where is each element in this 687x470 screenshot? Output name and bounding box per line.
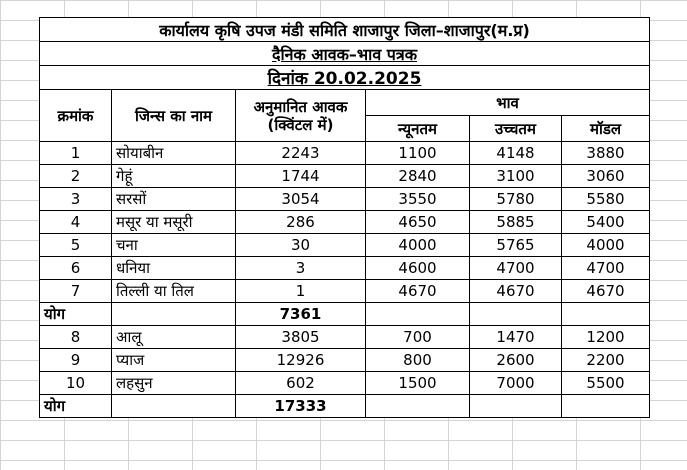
header-serial[interactable]: क्रमांक xyxy=(40,90,112,142)
total-row xyxy=(40,303,650,326)
total-empty[interactable] xyxy=(470,395,562,418)
cell-serial[interactable]: 4 xyxy=(40,211,112,234)
total-arrival[interactable]: 7361 xyxy=(236,303,366,326)
cell-arrival[interactable]: 30 xyxy=(236,234,366,257)
cell-max-price[interactable]: 4700 xyxy=(470,257,562,280)
cell-min-price[interactable]: 1100 xyxy=(366,142,470,165)
cell-commodity[interactable]: सोयाबीन xyxy=(112,142,236,165)
table-row xyxy=(40,142,650,165)
cell-serial[interactable]: 1 xyxy=(40,142,112,165)
cell-min-price[interactable]: 800 xyxy=(366,349,470,372)
cell-max-price[interactable]: 4148 xyxy=(470,142,562,165)
total-empty[interactable] xyxy=(562,395,650,418)
cell-modal-price[interactable]: 5400 xyxy=(562,211,650,234)
office-title[interactable]: कार्यालय कृषि उपज मंडी समिति शाजापुर जिला–शाजापुर(म.प्र) xyxy=(40,18,650,42)
cell-arrival[interactable]: 1744 xyxy=(236,165,366,188)
cell-max-price[interactable]: 5765 xyxy=(470,234,562,257)
cell-commodity[interactable]: लहसुन xyxy=(112,372,236,395)
cell-max-price[interactable]: 5885 xyxy=(470,211,562,234)
cell-arrival[interactable]: 602 xyxy=(236,372,366,395)
table-row xyxy=(40,257,650,280)
cell-min-price[interactable]: 3550 xyxy=(366,188,470,211)
cell-serial[interactable]: 5 xyxy=(40,234,112,257)
cell-min-price[interactable]: 4600 xyxy=(366,257,470,280)
cell-commodity[interactable]: तिल्ली या तिल xyxy=(112,280,236,303)
cell-min-price[interactable]: 4000 xyxy=(366,234,470,257)
cell-modal-price[interactable]: 4000 xyxy=(562,234,650,257)
cell-serial[interactable]: 3 xyxy=(40,188,112,211)
cell-modal-price[interactable]: 4670 xyxy=(562,280,650,303)
total-empty[interactable] xyxy=(112,395,236,418)
cell-arrival[interactable]: 3805 xyxy=(236,326,366,349)
cell-commodity[interactable]: प्याज xyxy=(112,349,236,372)
total-label[interactable]: योग xyxy=(40,303,112,326)
cell-modal-price[interactable]: 5500 xyxy=(562,372,650,395)
cell-commodity[interactable]: मसूर या मसूरी xyxy=(112,211,236,234)
cell-arrival[interactable]: 286 xyxy=(236,211,366,234)
cell-commodity[interactable]: आलू xyxy=(112,326,236,349)
report-subtitle[interactable]: दैनिक आवक–भाव पत्रक xyxy=(40,42,650,66)
cell-min-price[interactable]: 1500 xyxy=(366,372,470,395)
cell-serial[interactable]: 8 xyxy=(40,326,112,349)
cell-max-price[interactable]: 1470 xyxy=(470,326,562,349)
header-commodity[interactable]: जिन्स का नाम xyxy=(112,90,236,142)
cell-modal-price[interactable]: 3880 xyxy=(562,142,650,165)
table-row xyxy=(40,211,650,234)
total-empty[interactable] xyxy=(366,395,470,418)
header-arrival[interactable]: अनुमानित आवक (क्विंटल में) xyxy=(236,90,366,142)
header-price-group[interactable]: भाव xyxy=(366,90,650,116)
report-date[interactable]: दिनांक 20.02.2025 xyxy=(40,66,650,90)
table-row xyxy=(40,234,650,257)
cell-commodity[interactable]: चना xyxy=(112,234,236,257)
total-empty[interactable] xyxy=(366,303,470,326)
cell-modal-price[interactable]: 3060 xyxy=(562,165,650,188)
total-empty[interactable] xyxy=(112,303,236,326)
total-empty[interactable] xyxy=(470,303,562,326)
cell-max-price[interactable]: 3100 xyxy=(470,165,562,188)
cell-arrival[interactable]: 12926 xyxy=(236,349,366,372)
cell-modal-price[interactable]: 5580 xyxy=(562,188,650,211)
cell-arrival[interactable]: 1 xyxy=(236,280,366,303)
header-max-price[interactable]: उच्चतम xyxy=(470,116,562,142)
table-row xyxy=(40,349,650,372)
cell-modal-price[interactable]: 2200 xyxy=(562,349,650,372)
mandi-rate-table xyxy=(39,17,650,418)
cell-min-price[interactable]: 4670 xyxy=(366,280,470,303)
cell-max-price[interactable]: 5780 xyxy=(470,188,562,211)
header-modal-price[interactable]: मॉडल xyxy=(562,116,650,142)
cell-max-price[interactable]: 7000 xyxy=(470,372,562,395)
cell-serial[interactable]: 7 xyxy=(40,280,112,303)
table-row xyxy=(40,372,650,395)
cell-commodity[interactable]: सरसों xyxy=(112,188,236,211)
total-row xyxy=(40,395,650,418)
cell-max-price[interactable]: 4670 xyxy=(470,280,562,303)
cell-arrival[interactable]: 2243 xyxy=(236,142,366,165)
cell-modal-price[interactable]: 1200 xyxy=(562,326,650,349)
total-label[interactable]: योग xyxy=(40,395,112,418)
cell-max-price[interactable]: 2600 xyxy=(470,349,562,372)
cell-serial[interactable]: 10 xyxy=(40,372,112,395)
total-arrival[interactable]: 17333 xyxy=(236,395,366,418)
cell-commodity[interactable]: गेहूं xyxy=(112,165,236,188)
table-row xyxy=(40,188,650,211)
cell-commodity[interactable]: धनिया xyxy=(112,257,236,280)
cell-min-price[interactable]: 700 xyxy=(366,326,470,349)
cell-arrival[interactable]: 3054 xyxy=(236,188,366,211)
cell-arrival[interactable]: 3 xyxy=(236,257,366,280)
table-row xyxy=(40,326,650,349)
table-row xyxy=(40,280,650,303)
cell-min-price[interactable]: 4650 xyxy=(366,211,470,234)
header-min-price[interactable]: न्यूनतम xyxy=(366,116,470,142)
cell-min-price[interactable]: 2840 xyxy=(366,165,470,188)
cell-serial[interactable]: 6 xyxy=(40,257,112,280)
cell-modal-price[interactable]: 4700 xyxy=(562,257,650,280)
total-empty[interactable] xyxy=(562,303,650,326)
cell-serial[interactable]: 2 xyxy=(40,165,112,188)
table-row xyxy=(40,165,650,188)
cell-serial[interactable]: 9 xyxy=(40,349,112,372)
